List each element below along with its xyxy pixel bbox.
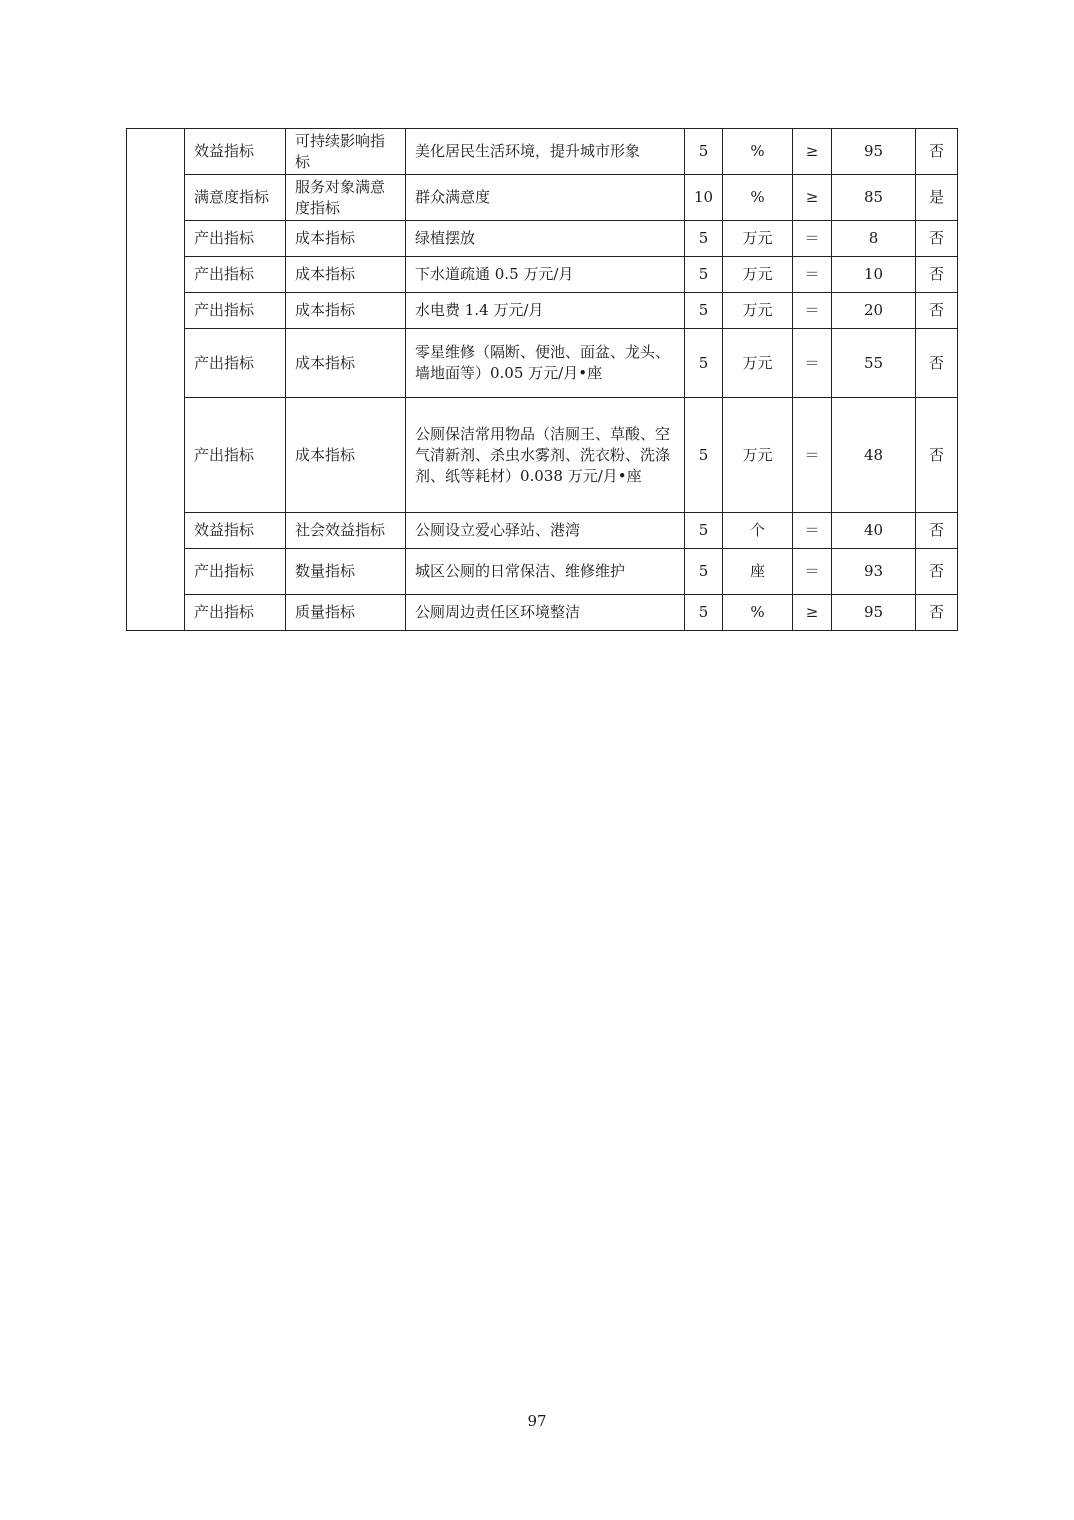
unit-cell: % xyxy=(723,129,793,175)
indicator-content-cell: 公厕周边责任区环境整洁 xyxy=(406,595,685,631)
level2-indicator-cell: 社会效益指标 xyxy=(286,513,406,549)
weight-cell: 5 xyxy=(685,549,723,595)
table-row xyxy=(127,129,958,175)
operator-cell: ＝ xyxy=(793,257,832,293)
weight-cell: 5 xyxy=(685,129,723,175)
unit-cell: 万元 xyxy=(723,329,793,398)
indicator-content-cell: 绿植摆放 xyxy=(406,221,685,257)
core-indicator-cell: 否 xyxy=(916,293,958,329)
level2-indicator-cell: 成本指标 xyxy=(286,221,406,257)
unit-cell: 万元 xyxy=(723,221,793,257)
indicator-content-cell: 公厕设立爱心驿站、港湾 xyxy=(406,513,685,549)
indicator-content-cell: 群众满意度 xyxy=(406,175,685,221)
weight-cell: 10 xyxy=(685,175,723,221)
table-row xyxy=(127,329,958,398)
indicator-content-cell: 公厕保洁常用物品（洁厕王、草酸、空气清新剂、杀虫水雾剂、洗衣粉、洗涤剂、纸等耗材）0.038 万元/月•座 xyxy=(406,398,685,513)
core-indicator-cell: 否 xyxy=(916,221,958,257)
level2-indicator-cell: 服务对象满意度指标 xyxy=(286,175,406,221)
level1-indicator-cell: 效益指标 xyxy=(185,129,286,175)
table-row xyxy=(127,595,958,631)
level1-indicator-cell: 产出指标 xyxy=(185,549,286,595)
core-indicator-cell: 否 xyxy=(916,398,958,513)
core-indicator-cell: 否 xyxy=(916,513,958,549)
operator-cell: ＝ xyxy=(793,329,832,398)
weight-cell: 5 xyxy=(685,293,723,329)
level2-indicator-cell: 数量指标 xyxy=(286,549,406,595)
unit-cell: 个 xyxy=(723,513,793,549)
level2-indicator-cell: 成本指标 xyxy=(286,398,406,513)
unit-cell: % xyxy=(723,595,793,631)
unit-cell: % xyxy=(723,175,793,221)
weight-cell: 5 xyxy=(685,398,723,513)
core-indicator-cell: 否 xyxy=(916,549,958,595)
weight-cell: 5 xyxy=(685,595,723,631)
performance-indicator-table xyxy=(126,128,958,631)
target-value-cell: 95 xyxy=(832,595,916,631)
operator-cell: ≥ xyxy=(793,129,832,175)
level2-indicator-cell: 成本指标 xyxy=(286,293,406,329)
core-indicator-cell: 否 xyxy=(916,129,958,175)
level2-indicator-cell: 成本指标 xyxy=(286,329,406,398)
level1-indicator-cell: 产出指标 xyxy=(185,329,286,398)
target-value-cell: 10 xyxy=(832,257,916,293)
level1-indicator-cell: 产出指标 xyxy=(185,257,286,293)
table-row xyxy=(127,221,958,257)
table-row xyxy=(127,549,958,595)
table-row xyxy=(127,513,958,549)
operator-cell: ＝ xyxy=(793,398,832,513)
level2-indicator-cell: 质量指标 xyxy=(286,595,406,631)
target-value-cell: 8 xyxy=(832,221,916,257)
operator-cell: ＝ xyxy=(793,513,832,549)
unit-cell: 万元 xyxy=(723,257,793,293)
weight-cell: 5 xyxy=(685,329,723,398)
table-row xyxy=(127,257,958,293)
weight-cell: 5 xyxy=(685,221,723,257)
target-value-cell: 20 xyxy=(832,293,916,329)
indicator-content-cell: 美化居民生活环境，提升城市形象 xyxy=(406,129,685,175)
level1-indicator-cell: 产出指标 xyxy=(185,398,286,513)
unit-cell: 万元 xyxy=(723,398,793,513)
weight-cell: 5 xyxy=(685,257,723,293)
operator-cell: ＝ xyxy=(793,293,832,329)
target-value-cell: 48 xyxy=(832,398,916,513)
operator-cell: ≥ xyxy=(793,175,832,221)
table-row xyxy=(127,175,958,221)
target-value-cell: 85 xyxy=(832,175,916,221)
level1-indicator-cell: 产出指标 xyxy=(185,595,286,631)
operator-cell: ≥ xyxy=(793,595,832,631)
unit-cell: 万元 xyxy=(723,293,793,329)
operator-cell: ＝ xyxy=(793,221,832,257)
target-value-cell: 95 xyxy=(832,129,916,175)
unit-cell: 座 xyxy=(723,549,793,595)
table-row xyxy=(127,293,958,329)
indicator-content-cell: 零星维修（隔断、便池、面盆、龙头、墙地面等）0.05 万元/月•座 xyxy=(406,329,685,398)
core-indicator-cell: 否 xyxy=(916,595,958,631)
level2-indicator-cell: 可持续影响指标 xyxy=(286,129,406,175)
table-row xyxy=(127,398,958,513)
operator-cell: ＝ xyxy=(793,549,832,595)
indicator-content-cell: 下水道疏通 0.5 万元/月 xyxy=(406,257,685,293)
core-indicator-cell: 是 xyxy=(916,175,958,221)
level1-indicator-cell: 产出指标 xyxy=(185,293,286,329)
page-number: 97 xyxy=(527,1412,547,1430)
merged-category-cell xyxy=(127,129,185,631)
weight-cell: 5 xyxy=(685,513,723,549)
core-indicator-cell: 否 xyxy=(916,329,958,398)
level2-indicator-cell: 成本指标 xyxy=(286,257,406,293)
target-value-cell: 93 xyxy=(832,549,916,595)
level1-indicator-cell: 满意度指标 xyxy=(185,175,286,221)
target-value-cell: 40 xyxy=(832,513,916,549)
indicator-content-cell: 水电费 1.4 万元/月 xyxy=(406,293,685,329)
indicator-content-cell: 城区公厕的日常保洁、维修维护 xyxy=(406,549,685,595)
core-indicator-cell: 否 xyxy=(916,257,958,293)
level1-indicator-cell: 产出指标 xyxy=(185,221,286,257)
level1-indicator-cell: 效益指标 xyxy=(185,513,286,549)
target-value-cell: 55 xyxy=(832,329,916,398)
